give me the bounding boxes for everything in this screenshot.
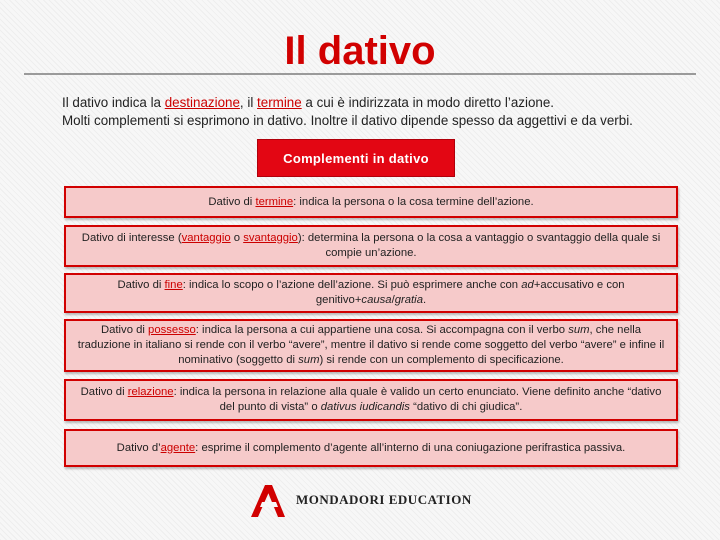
latin-term: dativus iudicandis [320, 401, 410, 413]
keyword: svantaggio [243, 232, 298, 244]
text-part: , che nella traduzione in italiano si rende con il verbo “avere”, mentre il dativo si rende come soggetto del verbo “avere” e infine il nominativo (soggetto di [77, 324, 665, 366]
intro-text-part: , il [239, 95, 258, 110]
intro-line-2: Molti complementi si esprimono in dativo. Inoltre il dativo dipende spesso da aggettivi e da verbi. [62, 113, 633, 128]
page-title: Il dativo [284, 29, 436, 73]
box-text [76, 278, 666, 308]
intro-line-1 [62, 94, 692, 112]
box-text [208, 195, 533, 210]
text-part: Dativo d’ [116, 441, 161, 454]
publisher-logo [248, 480, 472, 520]
box-dativo-interesse [64, 225, 678, 267]
logo-text: MONDADORI EDUCATION [296, 492, 472, 507]
text-part: : indica la persona in relazione alla quale è valido un certo enunciato. Viene definito anche “dativo del punto di vista” o [173, 386, 662, 413]
section-header: Complementi in dativo [257, 139, 455, 177]
text-part: Dativo di interesse ( [81, 232, 182, 244]
latin-term: sum [568, 324, 590, 336]
box-text [117, 441, 626, 456]
intro-text-part: Il dativo indica la [62, 95, 165, 110]
box-text [76, 385, 666, 415]
keyword: vantaggio [181, 232, 231, 244]
latin-term: gratia [394, 294, 423, 306]
box-text [76, 323, 666, 368]
text-part: : indica la persona o la cosa termine dell’azione. [293, 195, 534, 208]
box-dativo-fine [64, 273, 678, 313]
text-part: . [422, 294, 427, 306]
intro-text-part: a cui è indirizzata in modo diretto l’azione. [301, 95, 555, 110]
text-part: : indica lo scopo o l’azione dell’azione. Si può esprimere anche con [182, 279, 522, 291]
text-part: : indica la persona a cui appartiene una cosa. Si accompagna con il verbo [195, 324, 569, 336]
box-dativo-possesso [64, 319, 678, 372]
box-dativo-relazione [64, 379, 678, 421]
keyword: termine [255, 195, 294, 208]
text-part: ): determina la persona o la cosa a vantaggio o svantaggio della quale si compie un’azione. [297, 232, 661, 259]
keyword: fine [164, 279, 183, 291]
latin-term: sum [298, 354, 320, 366]
keyword-destinazione: destinazione [164, 95, 240, 110]
title-divider [24, 73, 696, 75]
text-part: +accusativo e con genitivo+ [315, 279, 625, 306]
box-text [76, 231, 666, 261]
box-dativo-agente [64, 429, 678, 467]
text-part: Dativo di [208, 195, 256, 208]
text-part: Dativo di [117, 279, 165, 291]
keyword: agente [160, 441, 196, 454]
latin-term: ad [521, 279, 534, 291]
mondadori-logo-icon [248, 481, 288, 519]
box-dativo-termine [64, 186, 678, 218]
text-part: o [230, 232, 244, 244]
text-part: : esprime il complemento d’agente all’interno di una coniugazione perifrastica passiva. [195, 441, 626, 454]
text-part: Dativo di [80, 386, 128, 398]
intro-text [62, 94, 692, 130]
text-part: “dativo di chi giudica”. [409, 401, 523, 413]
text-part: ) si rende con un complemento di specificazione. [319, 354, 564, 366]
keyword: relazione [127, 386, 174, 398]
text-part: Dativo di [100, 324, 149, 336]
keyword-termine: termine [257, 95, 302, 110]
text-part: / [391, 294, 395, 306]
keyword: possesso [148, 324, 196, 336]
latin-term: causa [361, 294, 392, 306]
